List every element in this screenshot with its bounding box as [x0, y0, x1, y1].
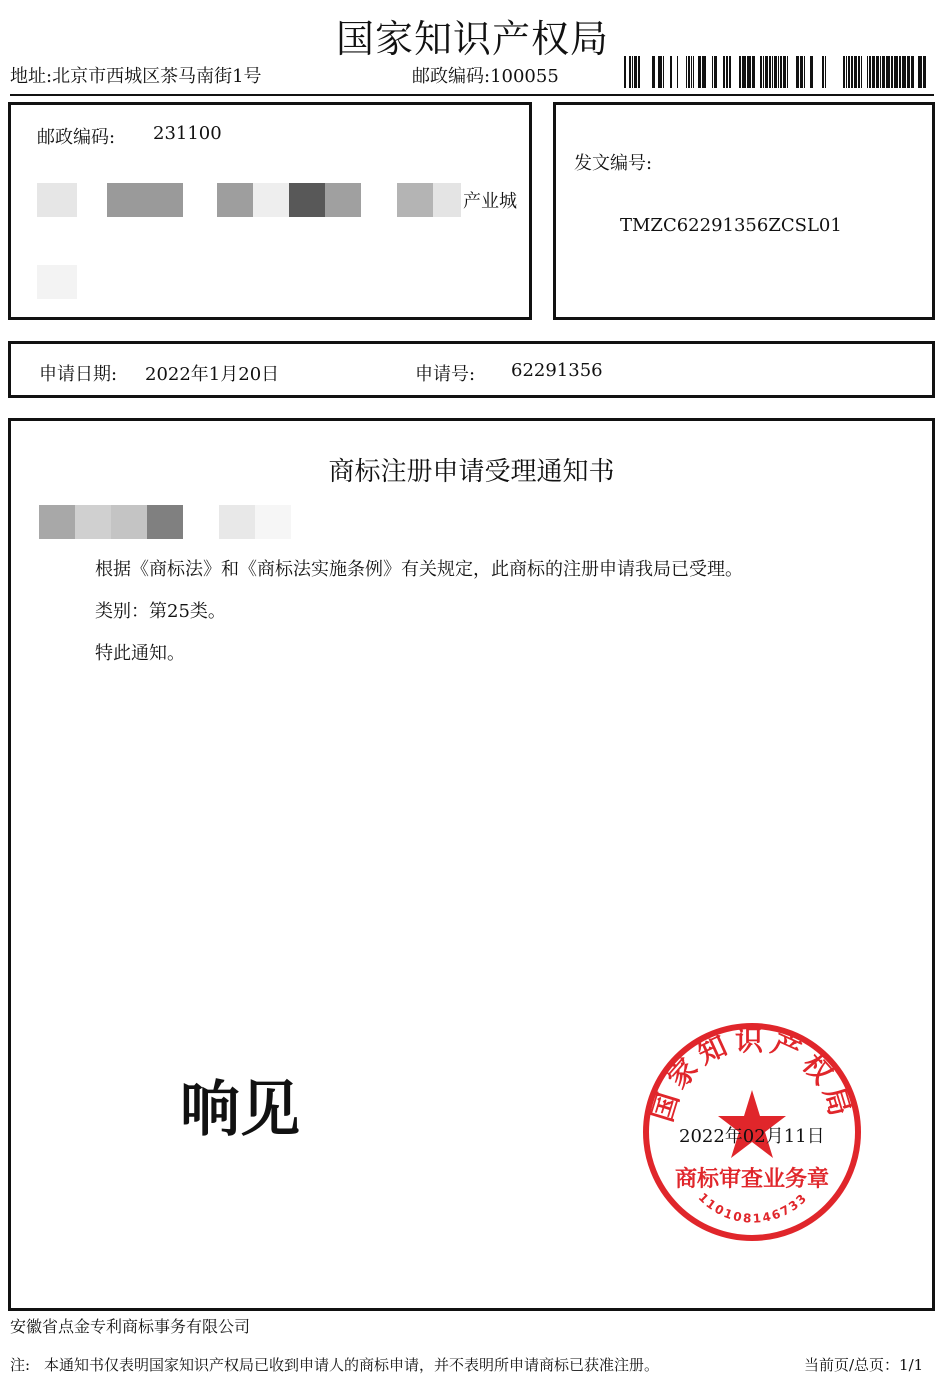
issuer-postcode: 邮政编码:100055	[412, 66, 559, 87]
application-box	[8, 341, 935, 398]
application-number-label: 申请号:	[415, 364, 476, 385]
seal-dept: 商标审查业务章	[674, 1167, 830, 1192]
issuer-address: 地址:北京市西城区茶马南街1号	[10, 66, 262, 87]
issue-date: 2022年02月11日	[679, 1126, 825, 1147]
recipient-address-tail: 产业城	[463, 191, 517, 212]
doc-number-label: 发文编号:	[574, 153, 653, 174]
agency-name: 安徽省点金专利商标事务有限公司	[10, 1317, 251, 1336]
doc-number-box	[553, 102, 935, 320]
svg-text:110108146733	[696, 1190, 811, 1226]
doc-number-value: TMZC62291356ZCSL01	[620, 215, 842, 236]
issuer-title: 国家知识产权局	[335, 17, 609, 61]
header-divider	[10, 94, 934, 96]
page-indicator: 当前页/总页：1/1	[804, 1356, 924, 1374]
application-date-label: 申请日期:	[39, 364, 118, 385]
footer-note-label: 注:	[10, 1356, 31, 1374]
application-number-value: 62291356	[511, 360, 603, 381]
notice-body: 根据《商标法》和《商标法实施条例》有关规定，此商标的注册申请我局已受理。	[95, 559, 743, 580]
application-date-value: 2022年1月20日	[145, 364, 280, 385]
notice-closing: 特此通知。	[95, 643, 185, 664]
seal-code: 110108146733	[695, 1190, 811, 1226]
recipient-postcode-label: 邮政编码:	[37, 127, 116, 148]
notice-title: 商标注册申请受理通知书	[328, 457, 615, 487]
barcode	[624, 56, 930, 88]
recipient-postcode-value: 231100	[153, 123, 222, 144]
trademark-text: 响见	[180, 1075, 300, 1145]
seal-org: 国家知识产权局	[645, 1024, 859, 1126]
recipient-box	[8, 102, 532, 320]
footer-note: 本通知书仅表明国家知识产权局已收到申请人的商标申请，并不表明所申请商标已获准注册。	[44, 1356, 660, 1374]
notice-category: 类别：第25类。	[95, 601, 226, 622]
